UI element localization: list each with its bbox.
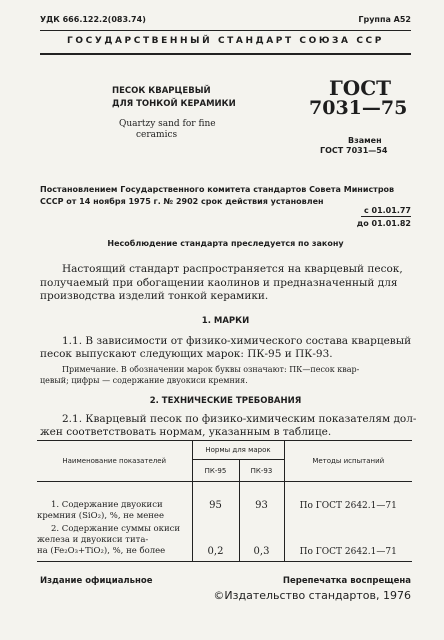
col-indicator-header: Наименование показателей — [37, 441, 192, 482]
title-en-line1: Quartzy sand for fine — [119, 119, 216, 129]
col-pk95-header: ПК-95 — [192, 460, 239, 482]
row2-method: По ГОСТ 2642.1—71 — [284, 524, 412, 562]
section2-p1-line2: жен соответствовать нормам, указанным в таблице. — [40, 426, 332, 438]
replaces-value: ГОСТ 7031—54 — [320, 146, 388, 155]
section2-heading: 2. ТЕХНИЧЕСКИЕ ТРЕБОВАНИЯ — [149, 396, 302, 406]
intro-line1: Настоящий стандарт распространяется на кварцевый песок, — [62, 263, 403, 275]
section1-p1-line2: песок выпускают следующих марок: ПК-95 и ПК-93. — [40, 348, 333, 360]
gost-label: ГОСТ — [329, 76, 392, 100]
row2-label-line2: железа и двуокиси тита- — [37, 534, 149, 545]
header-top-rule — [40, 30, 411, 31]
section1-note-line2: цевый; цифры — содержание двуокиси кремния. — [40, 376, 248, 385]
official-edition: Издание официальное — [40, 576, 153, 586]
standard-banner: ГОСУДАРСТВЕННЫЙ СТАНДАРТ СОЮЗА ССР — [67, 36, 384, 46]
row1-label-line2: кремния (SiO₂), %, не менее — [37, 510, 164, 521]
table-header-row — [37, 441, 412, 460]
decree-line2: СССР от 14 ноября 1975 г. № 2902 срок действия установлен — [40, 197, 324, 206]
title-ru-line2: ДЛЯ ТОНКОЙ КЕРАМИКИ — [112, 99, 236, 109]
row2-pk95-value: 0,2 — [192, 524, 239, 562]
requirements-table — [37, 440, 412, 562]
gost-number: 7031—75 — [309, 97, 408, 119]
header-bottom-rule — [40, 53, 411, 55]
copyright-line: ©Издательство стандартов, 1976 — [213, 589, 411, 602]
section1-note-line1: Примечание. В обозначении марок буквы означают: ПК—песок квар- — [62, 365, 360, 374]
valid-to: до 01.01.82 — [356, 219, 411, 228]
row1-method: По ГОСТ 2642.1—71 — [299, 500, 397, 511]
validity-divider — [361, 216, 411, 217]
intro-line2: получаемый при обогащении каолинов и предназначенный для — [40, 277, 398, 289]
decree-line1: Постановлением Государственного комитета стандартов Совета Министров — [40, 185, 395, 194]
table-row — [37, 482, 412, 524]
col-pk93-header: ПК-93 — [239, 460, 284, 482]
section1-p1-line1: 1.1. В зависимости от физико-химического состава кварцевый — [62, 335, 412, 347]
replaces-label: Взамен — [348, 136, 382, 145]
col-methods-header: Методы испытаний — [284, 441, 412, 482]
row2-pk93-value: 0,3 — [239, 524, 284, 562]
penalty-notice: Несоблюдение стандарта преследуется по закону — [107, 239, 344, 248]
row2-label-line1: 2. Содержание суммы окиси — [51, 523, 181, 534]
title-en-line2: ceramics — [136, 130, 178, 140]
reprint-prohibited: Перепечатка воспрещена — [282, 576, 411, 586]
table-row — [37, 524, 412, 562]
row1-pk95-value: 95 — [192, 482, 239, 524]
col-norms-header: Нормы для марок — [192, 441, 284, 460]
row1-label-line1: 1. Содержание двуокиси — [51, 499, 163, 510]
section1-heading: 1. МАРКИ — [201, 316, 250, 326]
section2-p1-line1: 2.1. Кварцевый песок по физико-химическим показателям дол- — [62, 413, 417, 425]
valid-from: с 01.01.77 — [363, 206, 411, 215]
intro-line3: производства изделий тонкой керамики. — [40, 290, 269, 302]
row1-pk93-value: 93 — [239, 482, 284, 524]
row2-label-line3: на (Fe₂O₃+TiO₂), %, не более — [37, 545, 166, 556]
title-ru-line1: ПЕСОК КВАРЦЕВЫЙ — [112, 86, 211, 96]
group-code: Группа А52 — [358, 15, 411, 24]
udk-code: УДК 666.122.2(083.74) — [40, 15, 146, 24]
